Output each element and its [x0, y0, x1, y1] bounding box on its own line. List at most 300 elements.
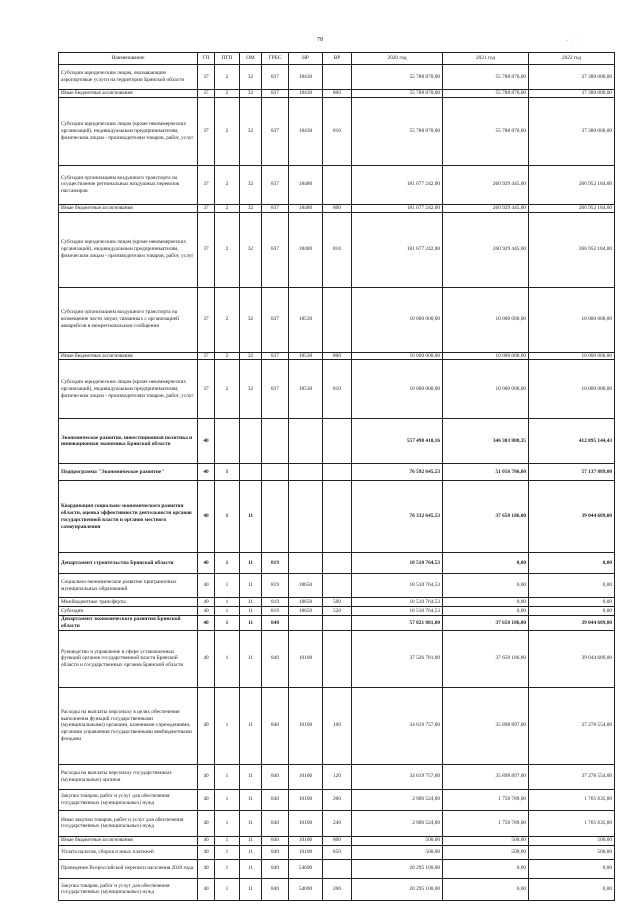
cell-vr	[323, 481, 352, 553]
cell-y2022: 37 380 000,00	[529, 90, 615, 98]
cell-nr: 18650	[289, 574, 323, 598]
cell-y2020: 57 821 881,00	[352, 616, 443, 631]
cell-y2020: 181 677 242,00	[352, 212, 443, 287]
table-row	[59, 97, 615, 165]
cell-grbs: 840	[262, 859, 289, 878]
cell-y2022: 0,00	[529, 607, 615, 616]
cell-grbs: 837	[262, 65, 289, 90]
cell-nr: 10100	[289, 810, 323, 836]
cell-gp: 40	[198, 616, 215, 631]
cell-y2021: 37 650 186,00	[443, 481, 529, 553]
cell-pgp: 1	[215, 789, 240, 810]
cell-nr	[289, 481, 323, 553]
cell-nr: 18530	[289, 287, 323, 352]
table-row	[59, 419, 615, 464]
cell-pgp: 2	[215, 97, 240, 165]
cell-name: Субсидии юридическим лицам, оказывающим аэропортовые услуги на территории Брянской области	[59, 65, 198, 90]
header-2021: 2021 год	[443, 53, 529, 65]
cell-grbs: 837	[262, 165, 289, 204]
cell-om: 11	[240, 630, 262, 687]
cell-y2020: 500,00	[352, 836, 443, 845]
cell-y2022: 10 000 000,00	[529, 352, 615, 360]
cell-gp: 37	[198, 97, 215, 165]
cell-name: Подпрограмма "Экономическое развитие"	[59, 464, 198, 481]
cell-gp: 37	[198, 287, 215, 352]
cell-om: 11	[240, 553, 262, 574]
cell-name: Субсидии организациям воздушного транспорта на возмещение части затрат, связанных с организацией авиарейсов в межрегиональном сообщении	[59, 287, 198, 352]
page-number: 78	[317, 37, 323, 43]
cell-om: 32	[240, 97, 262, 165]
cell-y2020: 18 510 764,53	[352, 598, 443, 607]
cell-gp: 37	[198, 165, 215, 204]
cell-y2022: 37 380 000,00	[529, 97, 615, 165]
cell-gp: 37	[198, 352, 215, 360]
cell-pgp: 1	[215, 630, 240, 687]
cell-gp: 40	[198, 598, 215, 607]
cell-pgp: 1	[215, 810, 240, 836]
table-row	[59, 687, 615, 764]
cell-name: Руководство и управление в сфере установленных функций органов государственной власти Брянской области и государственных органов Брянской области	[59, 630, 198, 687]
cell-nr	[289, 464, 323, 481]
cell-vr	[323, 553, 352, 574]
cell-om: 11	[240, 836, 262, 845]
cell-pgp: 2	[215, 360, 240, 419]
cell-om: 32	[240, 212, 262, 287]
cell-vr	[323, 287, 352, 352]
cell-grbs: 819	[262, 607, 289, 616]
cell-y2020: 10 000 000,00	[352, 360, 443, 419]
cell-name: Субсидии юридическим лицам (кроме некоммерческих организаций), индивидуальным предпринимателям, физическим лицам - производителям товаров, работ, услуг	[59, 212, 198, 287]
header-gp: ГП	[198, 53, 215, 65]
cell-grbs: 837	[262, 90, 289, 98]
cell-y2022: 412 895 144,43	[529, 419, 615, 464]
cell-gp: 40	[198, 630, 215, 687]
cell-y2021: 260 929 445,00	[443, 204, 529, 212]
cell-om: 11	[240, 687, 262, 764]
table-row	[59, 360, 615, 419]
cell-nr	[289, 553, 323, 574]
cell-y2021: 500,00	[443, 836, 529, 845]
cell-nr: 18650	[289, 607, 323, 616]
cell-pgp: 1	[215, 616, 240, 631]
table-row	[59, 553, 615, 574]
cell-om: 11	[240, 607, 262, 616]
cell-name: Департамент строительства Брянской области	[59, 553, 198, 574]
cell-gp: 40	[198, 878, 215, 900]
cell-grbs: 837	[262, 352, 289, 360]
cell-nr: 18430	[289, 97, 323, 165]
cell-y2022: 500,00	[529, 845, 615, 859]
cell-y2022: 37 380 000,00	[529, 65, 615, 90]
cell-nr: 18480	[289, 204, 323, 212]
cell-vr	[323, 574, 352, 598]
cell-y2021: 37 650 186,00	[443, 616, 529, 631]
cell-vr: 100	[323, 687, 352, 764]
cell-y2021: 35 898 897,00	[443, 687, 529, 764]
cell-name: Расходы на выплаты персоналу государственных (муниципальных) органов	[59, 764, 198, 789]
cell-name: Социально-экономическое развитие приграничных муниципальных образований	[59, 574, 198, 598]
cell-y2020: 37 526 781,00	[352, 630, 443, 687]
cell-vr: 800	[323, 204, 352, 212]
cell-y2022: 266 952 184,00	[529, 212, 615, 287]
cell-vr: 240	[323, 810, 352, 836]
cell-gp: 37	[198, 90, 215, 98]
table-row	[59, 352, 615, 360]
cell-y2020: 20 295 100,00	[352, 878, 443, 900]
cell-om: 11	[240, 789, 262, 810]
cell-grbs: 837	[262, 360, 289, 419]
cell-grbs: 840	[262, 810, 289, 836]
cell-grbs: 819	[262, 553, 289, 574]
cell-grbs: 819	[262, 598, 289, 607]
cell-y2021: 55 788 870,00	[443, 97, 529, 165]
header-nr: НР	[289, 53, 323, 65]
cell-y2021: 0,00	[443, 598, 529, 607]
cell-y2022: 0,00	[529, 574, 615, 598]
cell-nr: 18480	[289, 165, 323, 204]
cell-grbs	[262, 419, 289, 464]
cell-vr	[323, 165, 352, 204]
cell-y2022: 1 765 635,00	[529, 789, 615, 810]
cell-y2021: 10 000 000,00	[443, 352, 529, 360]
table-row	[59, 859, 615, 878]
cell-y2022: 266 952 184,00	[529, 204, 615, 212]
cell-name: Иные бюджетные ассигнования	[59, 836, 198, 845]
cell-y2020: 55 788 870,00	[352, 97, 443, 165]
cell-gp: 40	[198, 836, 215, 845]
cell-om: 11	[240, 810, 262, 836]
cell-y2021: 55 788 870,00	[443, 65, 529, 90]
cell-pgp: 1	[215, 574, 240, 598]
header-pgp: ПГП	[215, 53, 240, 65]
cell-nr	[289, 616, 323, 631]
cell-gp: 40	[198, 810, 215, 836]
cell-y2021: 1 750 789,00	[443, 810, 529, 836]
cell-y2021: 37 650 186,00	[443, 630, 529, 687]
cell-y2020: 18 510 764,53	[352, 574, 443, 598]
cell-nr: 10100	[289, 687, 323, 764]
cell-om: 32	[240, 165, 262, 204]
cell-y2020: 557 498 410,16	[352, 419, 443, 464]
cell-vr	[323, 65, 352, 90]
cell-gp: 40	[198, 553, 215, 574]
table-row	[59, 204, 615, 212]
table-row	[59, 878, 615, 900]
cell-y2022: 57 137 889,00	[529, 464, 615, 481]
cell-nr: 18430	[289, 90, 323, 98]
cell-y2022: 266 952 184,00	[529, 165, 615, 204]
cell-vr: 120	[323, 764, 352, 789]
header-2020: 2020 год	[352, 53, 443, 65]
cell-grbs: 840	[262, 789, 289, 810]
cell-grbs: 819	[262, 574, 289, 598]
table-row	[59, 574, 615, 598]
cell-om: 32	[240, 65, 262, 90]
cell-y2022: 500,00	[529, 836, 615, 845]
table-row	[59, 607, 615, 616]
cell-y2022: 39 044 689,00	[529, 481, 615, 553]
cell-y2022: 0,00	[529, 553, 615, 574]
cell-gp: 40	[198, 419, 215, 464]
cell-y2022: 10 000 000,00	[529, 360, 615, 419]
cell-grbs: 837	[262, 97, 289, 165]
cell-vr	[323, 464, 352, 481]
cell-nr: 18530	[289, 352, 323, 360]
cell-y2022: 39 044 689,00	[529, 616, 615, 631]
cell-name: Субсидии юридическим лицам (кроме некоммерческих организаций), индивидуальным предпринимателям, физическим лицам - производителям товаров, работ, услуг	[59, 360, 198, 419]
cell-pgp	[215, 419, 240, 464]
cell-gp: 40	[198, 687, 215, 764]
cell-pgp: 1	[215, 764, 240, 789]
table-row	[59, 764, 615, 789]
cell-vr: 850	[323, 845, 352, 859]
cell-om: 11	[240, 764, 262, 789]
cell-name: Уплата налогов, сборов и иных платежей	[59, 845, 198, 859]
cell-y2022: 37 278 554,00	[529, 764, 615, 789]
cell-pgp: 1	[215, 687, 240, 764]
cell-om: 11	[240, 878, 262, 900]
cell-y2020: 500,00	[352, 845, 443, 859]
cell-y2020: 18 510 764,53	[352, 607, 443, 616]
cell-vr: 800	[323, 836, 352, 845]
cell-gp: 37	[198, 360, 215, 419]
cell-om: 32	[240, 352, 262, 360]
cell-nr: 18480	[289, 212, 323, 287]
cell-gp: 37	[198, 65, 215, 90]
cell-y2021: 0,00	[443, 553, 529, 574]
cell-y2022: 10 000 000,00	[529, 287, 615, 352]
cell-y2021: 0,00	[443, 859, 529, 878]
cell-y2020: 76 332 645,53	[352, 481, 443, 553]
cell-om: 32	[240, 90, 262, 98]
cell-om: 32	[240, 287, 262, 352]
cell-name: Иные закупки товаров, работ и услуг для обеспечения государственных (муниципальных) нужд	[59, 810, 198, 836]
cell-om	[240, 464, 262, 481]
cell-pgp: 1	[215, 607, 240, 616]
header-grbs: ГРБС	[262, 53, 289, 65]
cell-grbs: 840	[262, 630, 289, 687]
cell-vr: 520	[323, 607, 352, 616]
cell-om	[240, 419, 262, 464]
table-body	[59, 65, 615, 901]
cell-y2022: 0,00	[529, 859, 615, 878]
cell-om: 11	[240, 616, 262, 631]
cell-name: Координация социально-экономического развития области, оценка эффективности деятельности органов государственной власти и органов местного самоуправления	[59, 481, 198, 553]
cell-om: 11	[240, 574, 262, 598]
cell-y2022: 37 278 554,00	[529, 687, 615, 764]
cell-om: 11	[240, 845, 262, 859]
cell-name: Экономическое развитие, инвестиционная политика и инновационная экономика Брянской области	[59, 419, 198, 464]
cell-nr: 54690	[289, 859, 323, 878]
cell-y2021: 10 000 000,00	[443, 360, 529, 419]
budget-table	[58, 52, 615, 901]
cell-y2022: 1 765 635,00	[529, 810, 615, 836]
cell-y2021: 260 929 445,00	[443, 212, 529, 287]
cell-y2021: 55 788 870,00	[443, 90, 529, 98]
cell-pgp: 1	[215, 836, 240, 845]
table-row	[59, 836, 615, 845]
cell-y2021: 0,00	[443, 878, 529, 900]
cell-vr	[323, 616, 352, 631]
table-row	[59, 481, 615, 553]
table-header-row	[59, 53, 615, 65]
cell-pgp: 1	[215, 464, 240, 481]
cell-grbs: 837	[262, 287, 289, 352]
cell-name: Иные бюджетные ассигнования	[59, 204, 198, 212]
cell-gp: 40	[198, 464, 215, 481]
cell-pgp: 1	[215, 878, 240, 900]
cell-grbs: 837	[262, 204, 289, 212]
cell-pgp: 1	[215, 859, 240, 878]
cell-name: Субсидии	[59, 607, 198, 616]
header-vr: ВР	[323, 53, 352, 65]
cell-name: Иные бюджетные ассигнования	[59, 90, 198, 98]
cell-gp: 40	[198, 481, 215, 553]
cell-gp: 40	[198, 574, 215, 598]
table-row	[59, 630, 615, 687]
cell-vr	[323, 859, 352, 878]
table-row	[59, 165, 615, 204]
cell-pgp: 2	[215, 204, 240, 212]
cell-grbs	[262, 464, 289, 481]
cell-name: Иные бюджетные ассигнования	[59, 352, 198, 360]
cell-name: Субсидии юридическим лицам (кроме некоммерческих организаций), индивидуальным предпринимателям, физическим лицам - производителям товаров, работ, услуг	[59, 97, 198, 165]
cell-vr: 810	[323, 212, 352, 287]
corner-mark: - · ·	[566, 38, 580, 44]
cell-y2020: 76 592 645,53	[352, 464, 443, 481]
cell-nr: 18430	[289, 65, 323, 90]
cell-y2020: 20 295 100,00	[352, 859, 443, 878]
cell-nr: 10100	[289, 836, 323, 845]
cell-grbs: 840	[262, 764, 289, 789]
cell-y2020: 34 619 757,00	[352, 764, 443, 789]
header-om: ОМ	[240, 53, 262, 65]
cell-pgp: 1	[215, 553, 240, 574]
cell-vr: 800	[323, 90, 352, 98]
cell-name: Расходы на выплаты персоналу в целях обеспечения выполнения функций государственными (муниципальными) органами, казенными учреждениями, органами управления государственными внебюджетными фондами	[59, 687, 198, 764]
cell-y2021: 500,00	[443, 845, 529, 859]
cell-nr: 10100	[289, 845, 323, 859]
cell-pgp: 1	[215, 598, 240, 607]
cell-grbs: 840	[262, 836, 289, 845]
cell-name: Межбюджетные трансферты	[59, 598, 198, 607]
cell-y2020: 181 677 242,00	[352, 165, 443, 204]
cell-om: 11	[240, 598, 262, 607]
cell-name: Департамент экономического развития Брянской области	[59, 616, 198, 631]
cell-pgp: 2	[215, 287, 240, 352]
cell-grbs: 840	[262, 687, 289, 764]
cell-gp: 40	[198, 789, 215, 810]
cell-grbs: 840	[262, 878, 289, 900]
cell-y2022: 0,00	[529, 878, 615, 900]
cell-y2020: 10 000 000,00	[352, 352, 443, 360]
cell-vr: 200	[323, 878, 352, 900]
cell-vr: 200	[323, 789, 352, 810]
cell-grbs: 837	[262, 212, 289, 287]
cell-om: 11	[240, 859, 262, 878]
cell-pgp: 2	[215, 352, 240, 360]
table-row	[59, 65, 615, 90]
cell-om: 32	[240, 204, 262, 212]
table-row	[59, 598, 615, 607]
cell-y2022: 39 044 689,00	[529, 630, 615, 687]
cell-name: Закупка товаров, работ и услуг для обеспечения государственных (муниципальных) нужд	[59, 878, 198, 900]
cell-gp: 40	[198, 764, 215, 789]
cell-y2020: 2 906 524,00	[352, 810, 443, 836]
cell-pgp: 2	[215, 212, 240, 287]
cell-om: 32	[240, 360, 262, 419]
cell-nr: 10100	[289, 764, 323, 789]
table-row	[59, 212, 615, 287]
table-row	[59, 845, 615, 859]
cell-y2021: 51 056 786,00	[443, 464, 529, 481]
cell-y2021: 0,00	[443, 574, 529, 598]
cell-vr: 810	[323, 360, 352, 419]
cell-name: Проведение Всероссийской переписи населения 2020 года	[59, 859, 198, 878]
cell-y2020: 55 788 870,00	[352, 90, 443, 98]
cell-y2020: 55 788 870,00	[352, 65, 443, 90]
cell-y2020: 10 000 000,00	[352, 287, 443, 352]
cell-nr: 18650	[289, 598, 323, 607]
cell-name: Субсидии организациям воздушного транспорта на осуществление региональных воздушных перевозок пассажиров	[59, 165, 198, 204]
cell-y2020: 34 619 757,00	[352, 687, 443, 764]
cell-gp: 40	[198, 607, 215, 616]
cell-y2021: 35 898 897,00	[443, 764, 529, 789]
cell-pgp: 1	[215, 481, 240, 553]
cell-vr: 810	[323, 97, 352, 165]
cell-nr: 10100	[289, 789, 323, 810]
cell-gp: 37	[198, 212, 215, 287]
cell-gp: 40	[198, 859, 215, 878]
cell-pgp: 2	[215, 90, 240, 98]
table-row	[59, 616, 615, 631]
table-row	[59, 810, 615, 836]
cell-pgp: 1	[215, 845, 240, 859]
cell-nr: 10100	[289, 630, 323, 687]
cell-y2021: 260 929 445,00	[443, 165, 529, 204]
header-name: Наименование	[59, 53, 198, 65]
table-row	[59, 464, 615, 481]
cell-y2021: 1 750 789,00	[443, 789, 529, 810]
cell-gp: 40	[198, 845, 215, 859]
cell-nr	[289, 419, 323, 464]
cell-om: 11	[240, 481, 262, 553]
cell-grbs: 840	[262, 616, 289, 631]
table-row	[59, 90, 615, 98]
cell-pgp: 2	[215, 65, 240, 90]
cell-vr: 800	[323, 352, 352, 360]
cell-vr	[323, 419, 352, 464]
cell-y2021: 10 000 000,00	[443, 287, 529, 352]
cell-gp: 37	[198, 204, 215, 212]
cell-name: Закупка товаров, работ и услуг для обеспечения государственных (муниципальных) нужд	[59, 789, 198, 810]
cell-y2020: 181 677 242,00	[352, 204, 443, 212]
cell-y2021: 0,00	[443, 607, 529, 616]
table-row	[59, 287, 615, 352]
cell-grbs	[262, 481, 289, 553]
cell-y2020: 18 510 764,53	[352, 553, 443, 574]
header-2022: 2022 год	[529, 53, 615, 65]
cell-nr: 18530	[289, 360, 323, 419]
cell-y2020: 2 906 524,00	[352, 789, 443, 810]
cell-nr: 54690	[289, 878, 323, 900]
cell-vr	[323, 630, 352, 687]
cell-pgp: 2	[215, 165, 240, 204]
cell-y2022: 0,00	[529, 598, 615, 607]
cell-grbs: 840	[262, 845, 289, 859]
cell-y2021: 346 303 888,35	[443, 419, 529, 464]
table-row	[59, 789, 615, 810]
